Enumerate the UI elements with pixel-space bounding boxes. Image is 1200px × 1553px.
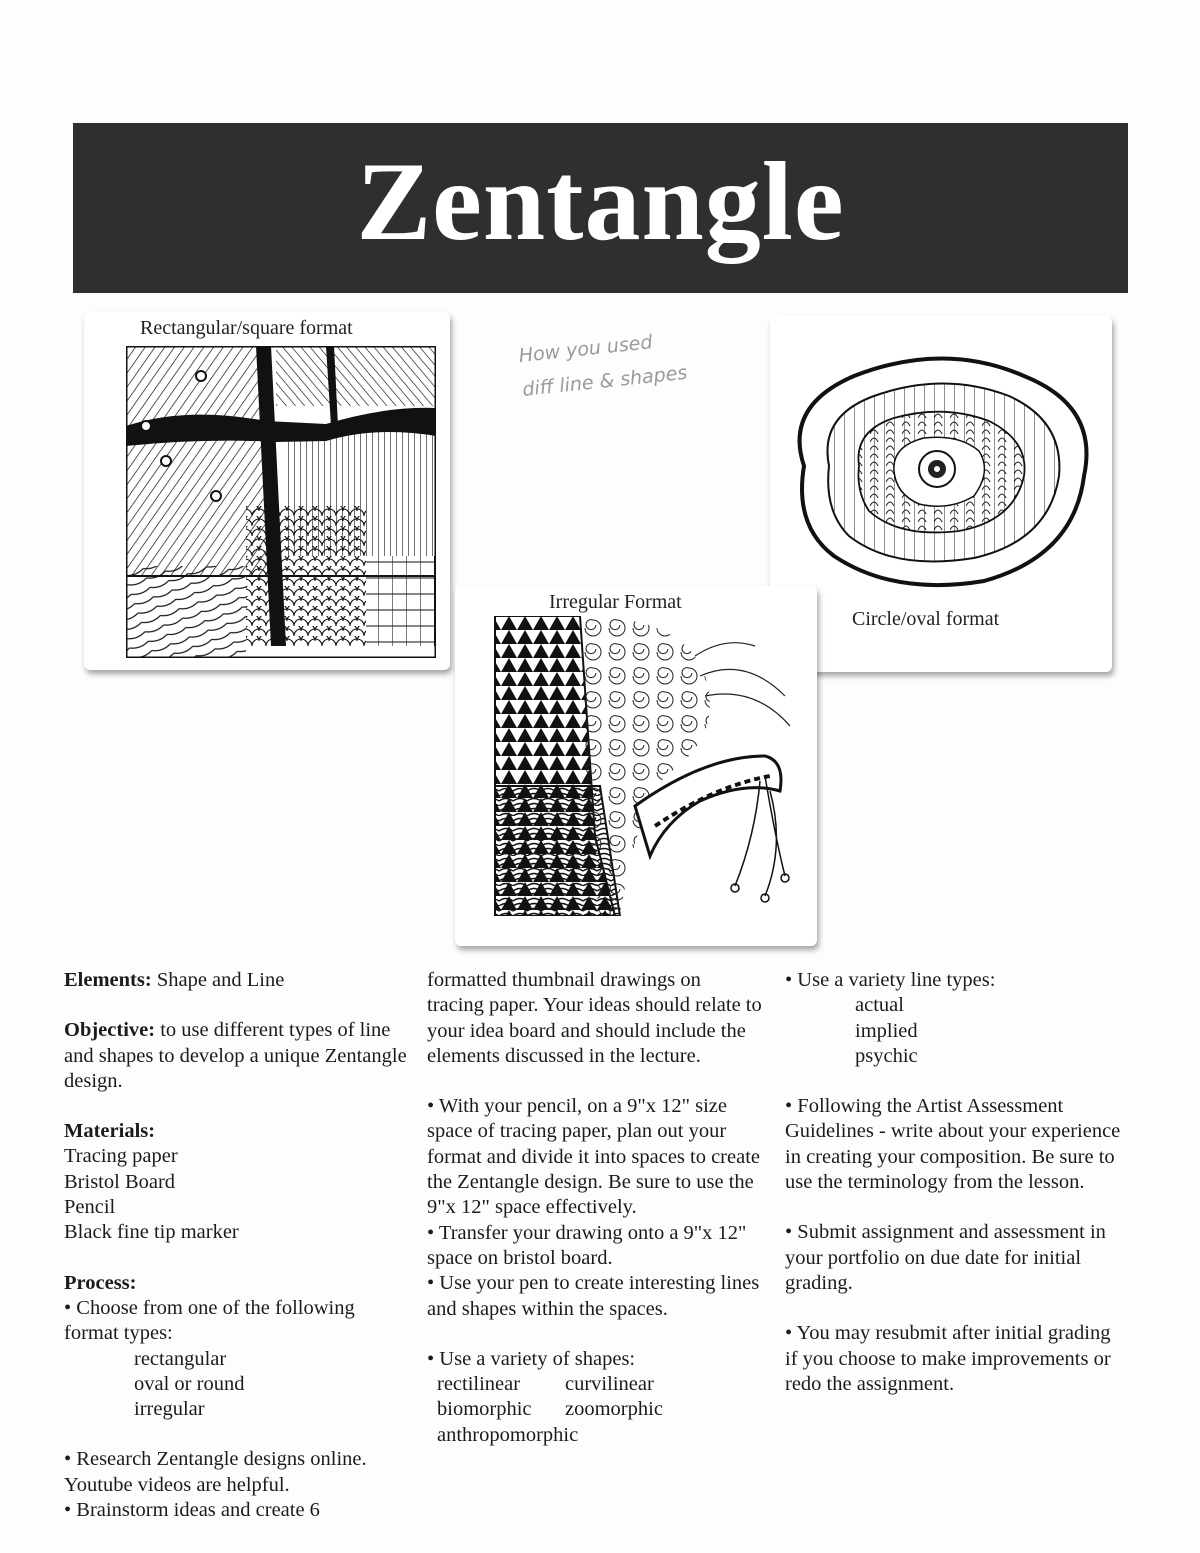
resubmit-step: • You may resubmit after initial grading if you choose to make improvements or redo the assignment. (785, 1322, 1111, 1395)
elements-text: Shape and Line (151, 969, 285, 991)
title-banner (73, 123, 1128, 293)
line-type-item: actual (855, 994, 904, 1017)
circle-format-caption: Circle/oval format (852, 608, 1000, 630)
submit-step: • Submit assignment and assessment in your portfolio on due date for initial grading. (785, 1221, 1106, 1294)
shape-types-row (427, 1397, 762, 1422)
rectangular-zentangle-drawing (126, 346, 436, 658)
column-right (785, 968, 1125, 1397)
handwritten-note-line: How you used (517, 331, 654, 368)
format-type-item: rectangular (134, 1347, 227, 1370)
shapes-intro: • Use a variety of shapes: (427, 1347, 636, 1370)
irregular-format-card (455, 586, 817, 946)
irregular-format-caption: Irregular Format (549, 591, 682, 613)
shape-type: anthropomorphic (437, 1423, 579, 1446)
shape-type: curvilinear (565, 1373, 654, 1396)
pencil-step: • With your pencil, on a 9"x 12" size space of tracing paper, plan out your format and divide it into spaces to create the Zentangle design. Be sure to use the 9"x 12" space effectively. (427, 1095, 761, 1219)
materials-heading: Materials: (64, 1120, 156, 1143)
column-left (64, 968, 409, 1523)
transfer-step: • Transfer your drawing onto a 9"x 12" space on bristol board. (427, 1221, 747, 1269)
pen-step: • Use your pen to create interesting lines and shapes within the spaces. (427, 1272, 760, 1320)
rectangular-format-caption: Rectangular/square format (140, 317, 353, 339)
circle-zentangle-drawing (774, 346, 1108, 596)
shape-type: rectilinear (437, 1373, 521, 1396)
line-type-item: psychic (855, 1044, 918, 1067)
elements-line (64, 968, 409, 993)
elements-label: Elements: (64, 969, 152, 991)
thumbnail-continuation: formatted thumbnail drawings on tracing paper. Your ideas should relate to your idea board and should include the elements discussed in the lecture. (427, 969, 762, 1067)
material-item: Black fine tip marker (64, 1221, 239, 1244)
shape-types-row (427, 1372, 762, 1397)
rectangular-format-card (84, 312, 450, 670)
shape-type: biomorphic (437, 1398, 532, 1421)
objective-label: Objective: (64, 1019, 156, 1042)
assessment-step: • Following the Artist Assessment Guidelines - write about your experience in creating your composition. Be sure to use the terminology from the lesson. (785, 1095, 1121, 1194)
irregular-zentangle-drawing (485, 616, 805, 916)
objective-text: to use different types of line and shapes to develop a unique Zentangle design. (64, 1019, 407, 1092)
page-title: Zentangle (356, 140, 845, 264)
material-item: Tracing paper (64, 1145, 178, 1168)
format-type-item: oval or round (134, 1372, 245, 1395)
research-step: • Research Zentangle designs online. Youtube videos are helpful. (64, 1448, 367, 1496)
shape-type: zoomorphic (565, 1398, 663, 1421)
process-intro: • Choose from one of the following format types: (64, 1296, 355, 1345)
process-heading: Process: (64, 1271, 137, 1294)
column-middle (427, 968, 762, 1448)
objective-paragraph (64, 1018, 409, 1094)
format-type-item: irregular (134, 1398, 205, 1421)
line-type-item: implied (855, 1019, 918, 1042)
circle-format-card (770, 316, 1112, 672)
material-item: Bristol Board (64, 1170, 176, 1193)
handwritten-note (517, 313, 773, 407)
line-types-intro: • Use a variety line types: (785, 969, 996, 991)
material-item: Pencil (64, 1196, 116, 1219)
handwritten-note-line: diff line & shapes (521, 361, 689, 401)
brainstorm-step: • Brainstorm ideas and create 6 (64, 1499, 320, 1522)
